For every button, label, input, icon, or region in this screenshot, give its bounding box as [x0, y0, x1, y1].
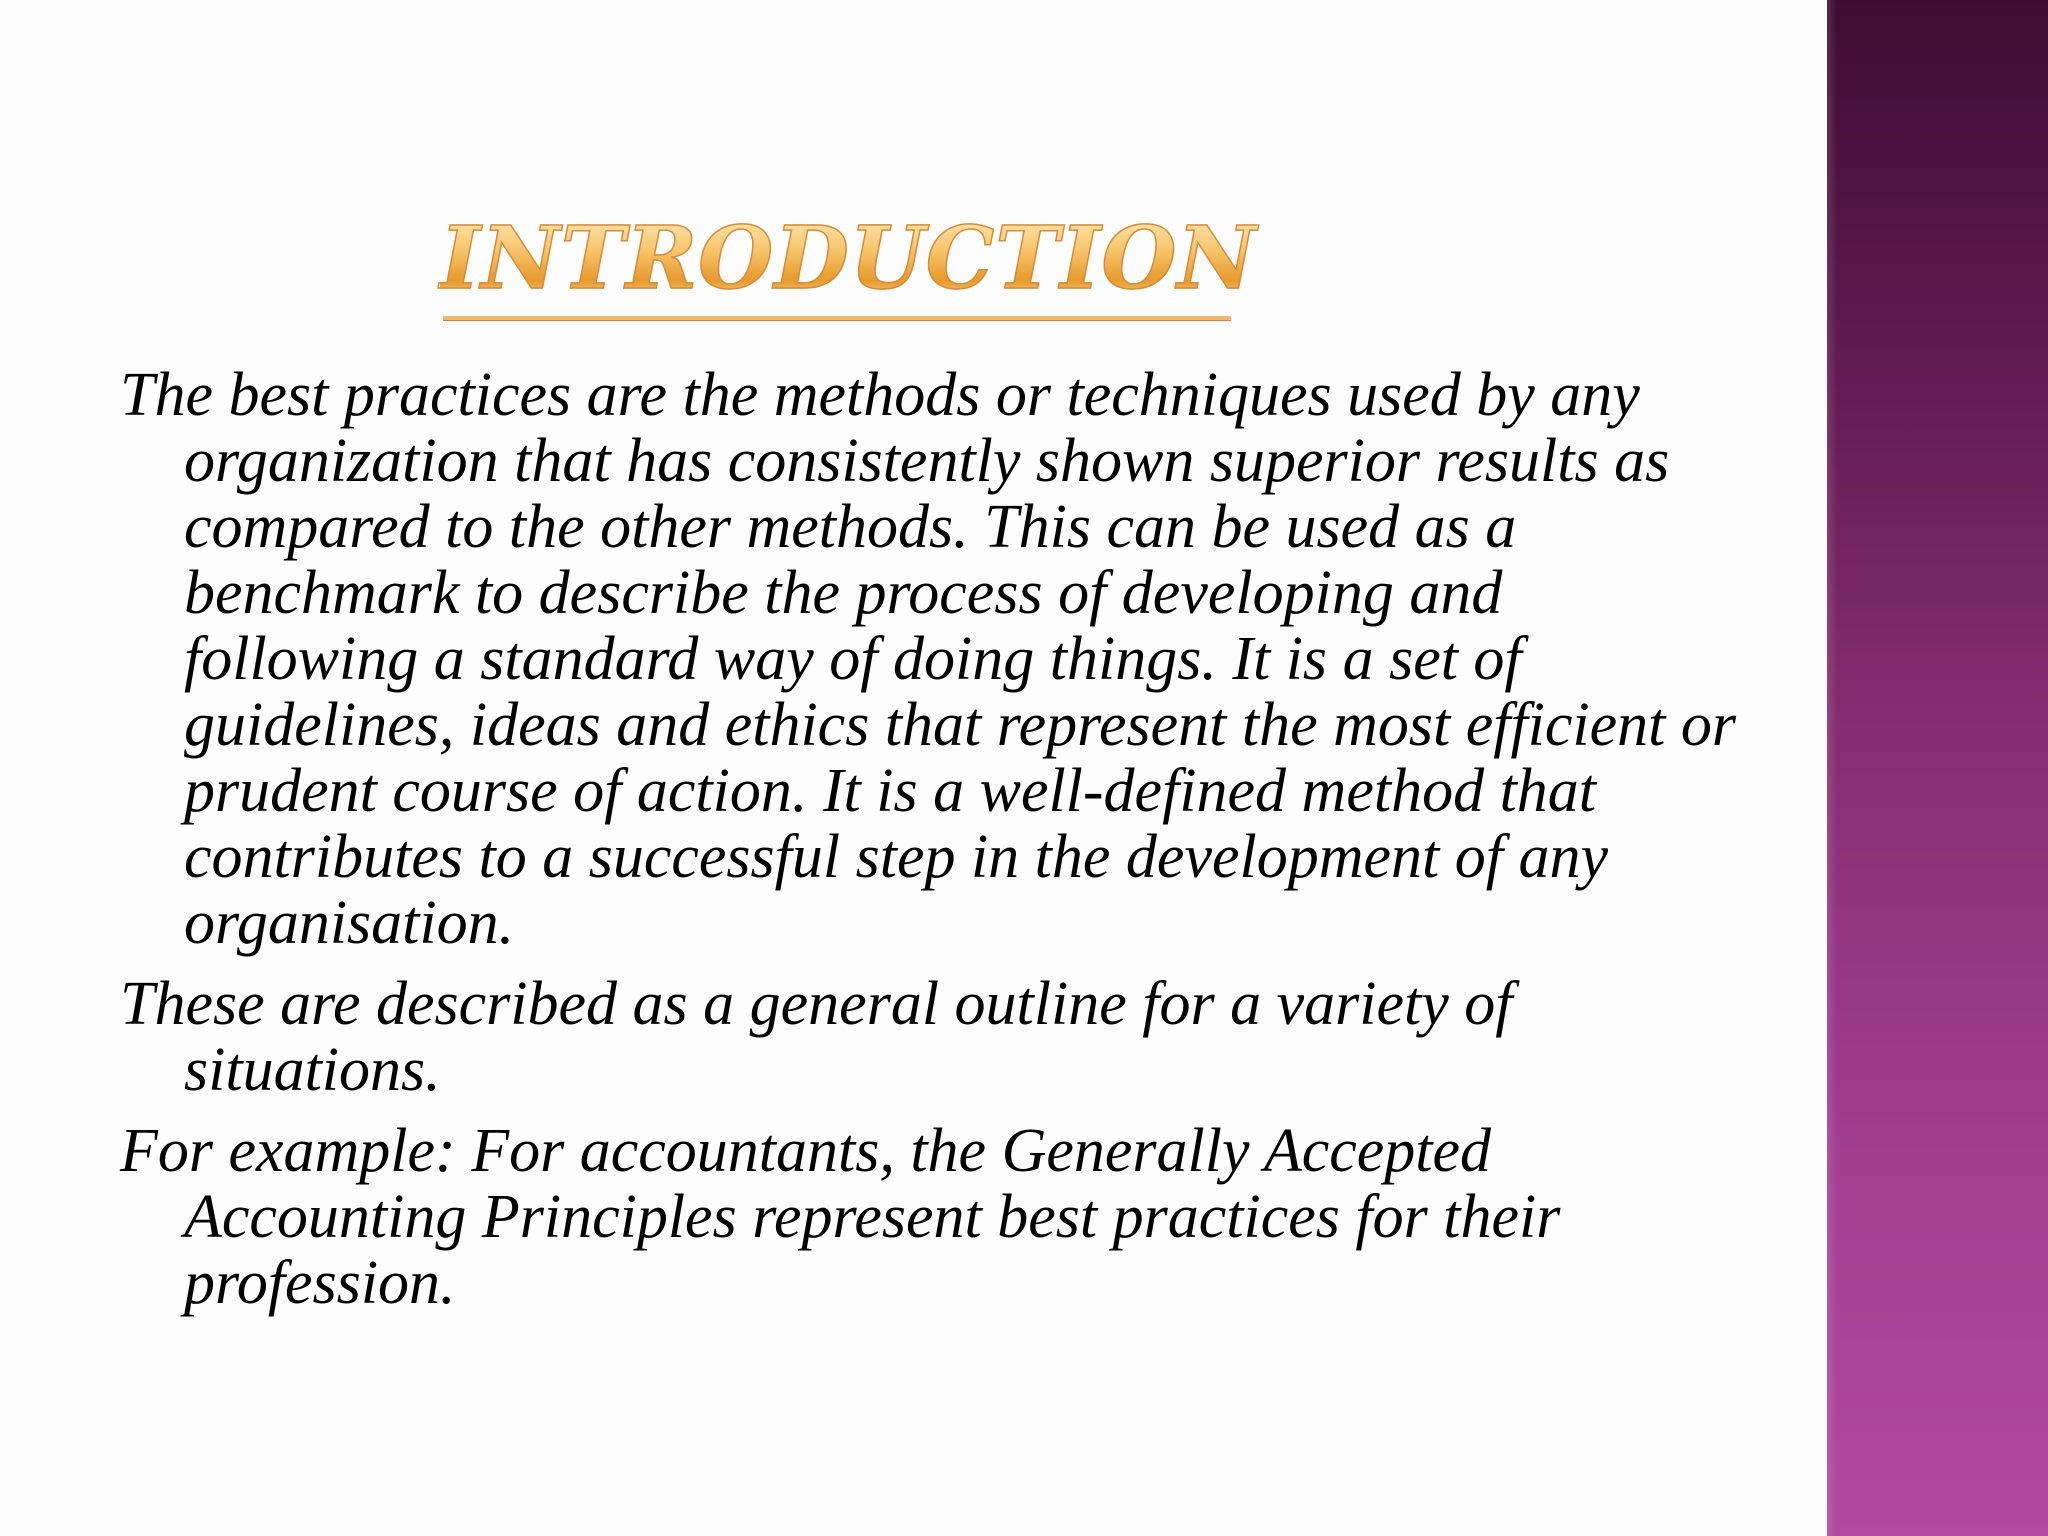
- title-underline: [443, 316, 1231, 321]
- slide-body: [120, 362, 1740, 1331]
- paragraph-definition: The best practices are the methods or techniques used by any organization that has consistently shown superior results as compared to the other methods. This can be used as a benchmark to describe the process of developing and following a standard way of doing things. It is a set of guidelines, ideas and ethics that represent the most efficient or prudent course of action. It is a well-defined method that contributes to a successful step in the development of any organisation.: [120, 361, 1737, 957]
- decorative-side-band: [1827, 0, 2048, 1536]
- paragraph-outline: These are described as a general outline for a variety of situations.: [120, 970, 1513, 1104]
- paragraph-example: For example: For accountants, the Generally Accepted Accounting Principles represent best practices for their profession.: [120, 1117, 1561, 1317]
- slide-title: INTRODUCTION: [440, 208, 1257, 309]
